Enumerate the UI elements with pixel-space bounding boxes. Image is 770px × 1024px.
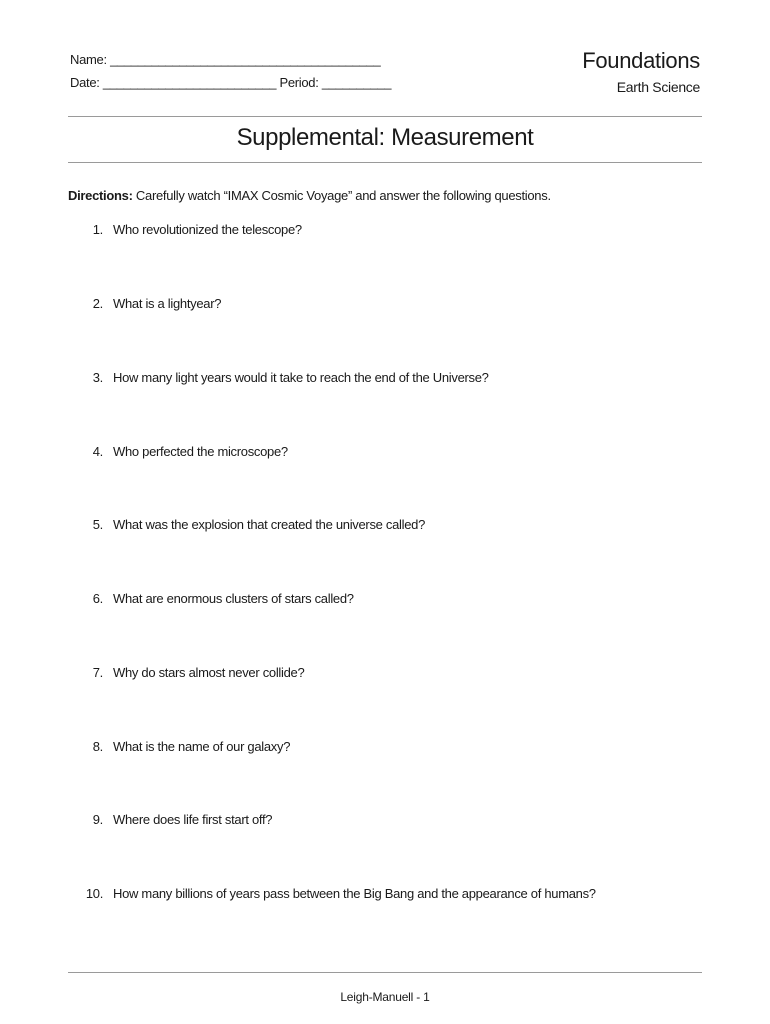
question-text: Why do stars almost never collide? — [113, 665, 305, 680]
question-number: 9. — [92, 812, 103, 827]
question-number: 8. — [92, 739, 103, 754]
page-title: Supplemental: Measurement — [236, 124, 534, 151]
question-text: What is a lightyear? — [113, 296, 222, 311]
question-number: 1. — [92, 222, 103, 237]
course-subtitle: Earth Science — [616, 79, 700, 95]
question-text: What was the explosion that created the universe called? — [113, 517, 426, 532]
question-number: 5. — [92, 517, 103, 532]
question-number: 3. — [92, 370, 103, 385]
header-divider — [68, 116, 702, 117]
question-text: Where does life first start off? — [113, 812, 273, 827]
directions-label: Directions: — [68, 188, 133, 203]
name-field-line: Name: _______________________________________ — [70, 52, 381, 67]
question-text: How many light years would it take to reach the end of the Universe? — [113, 370, 489, 385]
question-text: How many billions of years pass between the Big Bang and the appearance of humans? — [113, 886, 596, 901]
title-divider — [68, 162, 702, 163]
directions — [68, 188, 551, 203]
question-number: 7. — [92, 665, 103, 680]
question-text: What are enormous clusters of stars called? — [113, 591, 354, 606]
question-number: 4. — [92, 444, 103, 459]
question-number: 10. — [85, 886, 103, 901]
question-text: What is the name of our galaxy? — [113, 739, 291, 754]
date-period-field-line: Date: _________________________ Period: __________ — [70, 75, 392, 90]
footer-divider — [68, 972, 702, 973]
question-text: Who perfected the microscope? — [113, 444, 288, 459]
page-footer: Leigh-Manuell - 1 — [340, 990, 430, 1004]
course-title: Foundations — [582, 48, 700, 73]
directions-text: Carefully watch “IMAX Cosmic Voyage” and answer the following questions. — [135, 188, 551, 203]
question-number: 2. — [92, 296, 103, 311]
question-number: 6. — [92, 591, 103, 606]
question-text: Who revolutionized the telescope? — [113, 222, 302, 237]
